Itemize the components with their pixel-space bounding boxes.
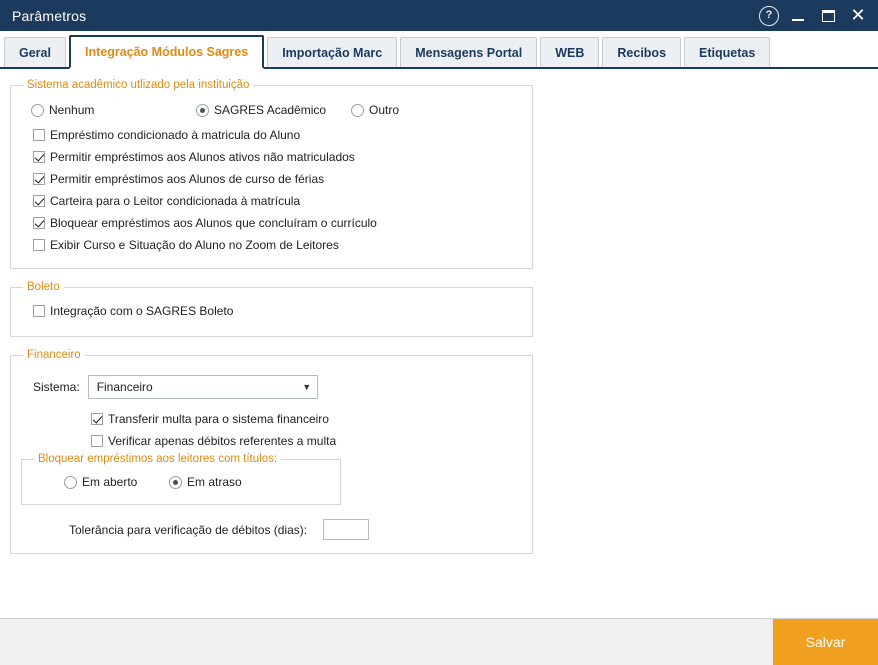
radio-em-aberto-label: Em aberto [82, 475, 138, 489]
sistema-field-row [33, 375, 522, 399]
sistema-select-value: Financeiro [96, 380, 153, 394]
tab-content-integracao [0, 69, 878, 618]
checkbox-transferir-multa-financeiro-box [91, 413, 103, 425]
radio-outro-icon [351, 104, 364, 117]
checkbox-bloquear-alunos-concluiram-curriculo-box [33, 217, 45, 229]
checkbox-permitir-alunos-nao-matriculados-label: Permitir empréstimos aos Alunos ativos não matriculados [50, 149, 355, 164]
radio-outro[interactable] [351, 103, 399, 117]
window-title: Parâmetros [12, 7, 87, 24]
close-icon: ✕ [850, 4, 866, 26]
title-bar [0, 0, 878, 31]
radio-sagres-academico-icon [196, 104, 209, 117]
group-sistema-academico-legend: Sistema acadêmico utlizado pela instituição [27, 79, 250, 91]
tab-geral[interactable]: Geral [4, 37, 66, 67]
checkbox-permitir-alunos-nao-matriculados[interactable] [33, 147, 522, 166]
chevron-down-icon: ▼ [302, 382, 312, 392]
radio-sagres-academico-label: SAGRES Acadêmico [214, 103, 327, 117]
group-bloquear-emprestimos-titulos-legend: Bloquear empréstimos aos leitores com títulos: [38, 453, 278, 465]
sistema-academico-radio-row [31, 103, 522, 117]
radio-nenhum[interactable] [31, 103, 196, 117]
help-icon: ? [759, 6, 779, 26]
checkbox-emprestimo-condicionado-matricula[interactable] [33, 125, 522, 144]
radio-em-atraso-label: Em atraso [187, 475, 242, 489]
radio-nenhum-label: Nenhum [49, 103, 95, 117]
checkbox-integracao-sagres-boleto-label: Integração com o SAGRES Boleto [50, 303, 234, 318]
group-financeiro-legend: Financeiro [27, 349, 81, 361]
checkbox-transferir-multa-financeiro[interactable] [91, 409, 522, 428]
checkbox-verificar-apenas-debitos-multa[interactable] [91, 431, 522, 450]
radio-sagres-academico[interactable] [196, 103, 351, 117]
tolerancia-field-row [69, 519, 522, 540]
tab-recibos[interactable]: Recibos [602, 37, 681, 67]
tab-importacao-marc[interactable]: Importação Marc [267, 37, 397, 67]
radio-em-atraso-icon [169, 476, 182, 489]
tolerancia-input[interactable] [323, 519, 369, 540]
tab-integracao-modulos-sagres[interactable]: Integração Módulos Sagres [69, 35, 264, 69]
maximize-button[interactable] [814, 3, 842, 29]
sistema-label: Sistema: [33, 380, 80, 394]
tolerancia-label: Tolerância para verificação de débitos (dias): [69, 522, 308, 537]
checkbox-bloquear-alunos-concluiram-curriculo-label: Bloquear empréstimos aos Alunos que concluíram o currículo [50, 215, 377, 230]
checkbox-bloquear-alunos-concluiram-curriculo[interactable] [33, 213, 522, 232]
group-sistema-academico [10, 79, 533, 269]
checkbox-integracao-sagres-boleto-box [33, 305, 45, 317]
radio-nenhum-icon [31, 104, 44, 117]
bloquear-radio-row [64, 475, 330, 489]
radio-em-atraso[interactable] [169, 475, 242, 489]
checkbox-verificar-apenas-debitos-multa-box [91, 435, 103, 447]
tab-mensagens-portal[interactable]: Mensagens Portal [400, 37, 537, 67]
checkbox-permitir-alunos-curso-ferias-label: Permitir empréstimos aos Alunos de curso de férias [50, 171, 325, 186]
tab-etiquetas[interactable]: Etiquetas [684, 37, 770, 67]
checkbox-permitir-alunos-curso-ferias-box [33, 173, 45, 185]
checkbox-permitir-alunos-nao-matriculados-box [33, 151, 45, 163]
radio-em-aberto-icon [64, 476, 77, 489]
checkbox-permitir-alunos-curso-ferias[interactable] [33, 169, 522, 188]
checkbox-transferir-multa-financeiro-label: Transferir multa para o sistema financeiro [108, 411, 329, 426]
sistema-select[interactable] [88, 375, 318, 399]
help-button[interactable] [756, 3, 782, 29]
checkbox-carteira-leitor-condicionada-box [33, 195, 45, 207]
group-boleto [10, 281, 533, 337]
minimize-button[interactable] [784, 3, 812, 29]
radio-em-aberto[interactable] [64, 475, 169, 489]
radio-outro-label: Outro [369, 103, 400, 117]
checkbox-carteira-leitor-condicionada-label: Carteira para o Leitor condicionada à matrícula [50, 193, 301, 208]
group-bloquear-emprestimos-titulos [21, 453, 341, 505]
footer-bar [0, 618, 878, 665]
checkbox-carteira-leitor-condicionada[interactable] [33, 191, 522, 210]
checkbox-exibir-curso-situacao-aluno-label: Exibir Curso e Situação do Aluno no Zoom de Leitores [50, 237, 339, 252]
checkbox-verificar-apenas-debitos-multa-label: Verificar apenas débitos referentes a multa [108, 433, 337, 448]
checkbox-exibir-curso-situacao-aluno[interactable] [33, 235, 522, 254]
checkbox-emprestimo-condicionado-matricula-label: Empréstimo condicionado à matricula do Aluno [50, 127, 301, 142]
close-button[interactable] [844, 3, 872, 29]
minimize-icon [792, 19, 804, 21]
group-financeiro [10, 349, 533, 554]
checkbox-exibir-curso-situacao-aluno-box [33, 239, 45, 251]
checkbox-integracao-sagres-boleto[interactable] [33, 301, 522, 320]
maximize-icon [822, 10, 835, 22]
save-button[interactable]: Salvar [773, 619, 878, 665]
checkbox-emprestimo-condicionado-matricula-box [33, 129, 45, 141]
group-boleto-legend: Boleto [27, 281, 60, 293]
window-controls [756, 3, 872, 29]
tab-strip [0, 31, 878, 69]
tab-web[interactable]: WEB [540, 37, 599, 67]
